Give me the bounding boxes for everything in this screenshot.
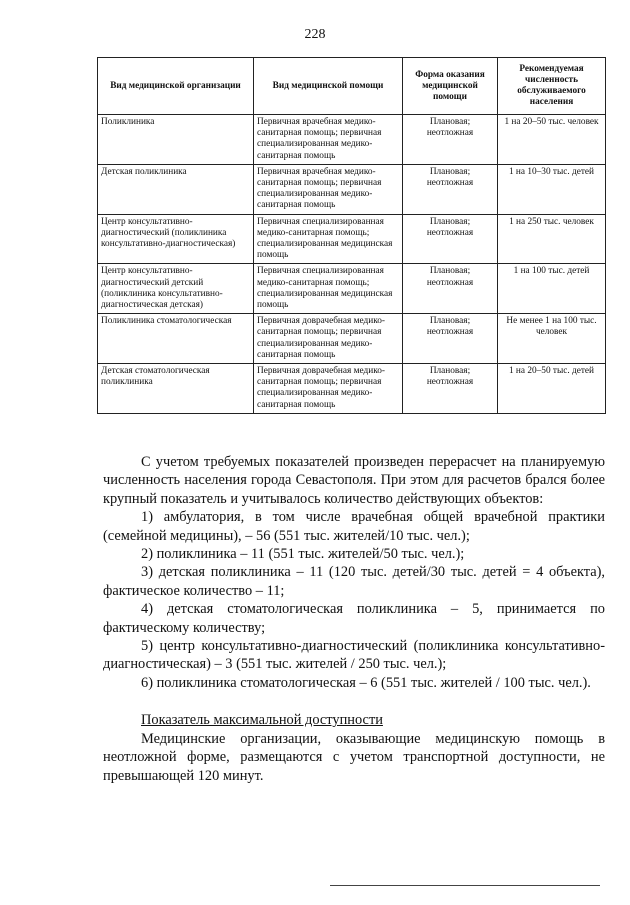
table-row <box>98 264 606 314</box>
table-row <box>98 364 606 414</box>
header-org-type: Вид медицинской организации <box>98 58 254 115</box>
header-population: Рекомендуемая численность обслуживаемого населения <box>498 58 606 115</box>
page-number: 228 <box>304 27 326 42</box>
medical-organizations-table <box>97 57 606 414</box>
list-item: 1) амбулатория, в том числе врачебная общей врачебной практики (семейной медицины), – 56 (551 тыс. жителей/10 тыс. чел.); <box>103 509 605 544</box>
list-item: 3) детская поликлиника – 11 (120 тыс. детей/30 тыс. детей = 4 объекта), фактическое количество – 11; <box>103 564 605 599</box>
body-text <box>103 453 605 785</box>
cell-org-type: Поликлиника стоматологическая <box>98 314 254 364</box>
cell-care-form: Плановая; неотложная <box>403 214 498 264</box>
cell-population: 1 на 20–50 тыс. человек <box>498 115 606 165</box>
list-item: 5) центр консультативно-диагностический (поликлиника консультативно-диагностическая) – 3 (551 тыс. жителей / 250 тыс. чел.); <box>103 638 605 673</box>
cell-org-type: Центр консультативно-диагностический (поликлиника консультативно-диагностическая) <box>98 214 254 264</box>
cell-population: 1 на 250 тыс. человек <box>498 214 606 264</box>
cell-org-type: Детская стоматологическая поликлиника <box>98 364 254 414</box>
table-row <box>98 314 606 364</box>
cell-population: 1 на 100 тыс. детей <box>498 264 606 314</box>
intro-paragraph: С учетом требуемых показателей произведен перерасчет на планируемую численность населения города Севастополя. При этом для расчетов брался более крупный показатель и учитывалось количество действующих объектов: <box>103 454 605 507</box>
table-row <box>98 214 606 264</box>
section-heading: Показатель максимальной доступности <box>141 712 383 729</box>
cell-care-form: Плановая; неотложная <box>403 364 498 414</box>
header-care-type: Вид медицинской помощи <box>254 58 403 115</box>
cell-population: Не менее 1 на 100 тыс. человек <box>498 314 606 364</box>
cell-population: 1 на 20–50 тыс. детей <box>498 364 606 414</box>
cell-care-type: Первичная доврачебная медико-санитарная помощь; первичная специализированная медико-санитарная помощь <box>254 364 403 414</box>
cell-org-type: Центр консультативно-диагностический детский (поликлиника консультативно-диагностическая детская) <box>98 264 254 314</box>
table-header-row <box>98 58 606 115</box>
cell-care-type: Первичная специализированная медико-санитарная помощь; специализированная медицинская помощь <box>254 214 403 264</box>
list-item: 2) поликлиника – 11 (551 тыс. жителей/50 тыс. чел.); <box>141 546 465 563</box>
cell-care-form: Плановая; неотложная <box>403 264 498 314</box>
cell-care-type: Первичная врачебная медико-санитарная помощь; первичная специализированная медико-санитарная помощь <box>254 164 403 214</box>
cell-care-type: Первичная специализированная медико-санитарная помощь; специализированная медицинская помощь <box>254 264 403 314</box>
cell-care-type: Первичная доврачебная медико-санитарная помощь; первичная специализированная медико-санитарная помощь <box>254 314 403 364</box>
table-row <box>98 115 606 165</box>
header-care-form: Форма оказания медицинской помощи <box>403 58 498 115</box>
cell-population: 1 на 10–30 тыс. детей <box>498 164 606 214</box>
list-item: 6) поликлиника стоматологическая – 6 (551 тыс. жителей / 100 тыс. чел.). <box>141 674 591 691</box>
cell-org-type: Детская поликлиника <box>98 164 254 214</box>
list-item: 4) детская стоматологическая поликлиника – 5, принимается по фактическому количеству; <box>103 601 605 636</box>
cell-care-type: Первичная врачебная медико-санитарная помощь; первичная специализированная медико-санитарная помощь <box>254 115 403 165</box>
footer-divider <box>330 885 600 886</box>
table-row <box>98 164 606 214</box>
cell-org-type: Поликлиника <box>98 115 254 165</box>
cell-care-form: Плановая; неотложная <box>403 314 498 364</box>
cell-care-form: Плановая; неотложная <box>403 164 498 214</box>
cell-care-form: Плановая; неотложная <box>403 115 498 165</box>
accessibility-paragraph: Медицинские организации, оказывающие медицинскую помощь в неотложной форме, размещаются с учетом транспортной доступности, не превышающей 120 минут. <box>103 730 605 784</box>
